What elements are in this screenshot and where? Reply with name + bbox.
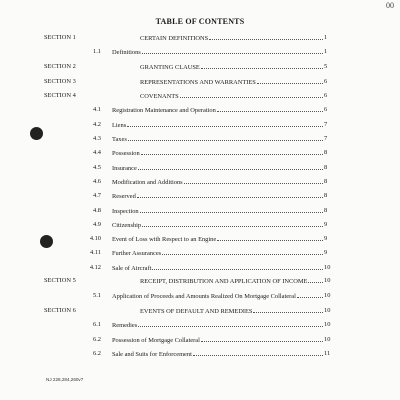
toc-entry-page-number: 5 (324, 63, 328, 70)
toc-entry-number: 4.7 (93, 192, 101, 199)
toc-entry-page-number: 8 (324, 207, 328, 214)
toc-entry-number: 6.2 (93, 336, 101, 343)
toc-entry (0, 248, 400, 258)
toc-entry-label: Sale of Aircraft (112, 265, 152, 272)
toc-entry (0, 33, 400, 43)
dot-leader (152, 263, 323, 270)
dot-leader (127, 120, 323, 127)
dot-leader (180, 91, 323, 98)
toc-entry-title (112, 263, 324, 274)
toc-entry-label: Event of Loss with Respect to an Engine (112, 236, 217, 243)
toc-entry (0, 77, 400, 87)
dot-leader (138, 320, 323, 327)
toc-entry-label: Remedies (112, 322, 138, 329)
dot-leader (142, 47, 323, 54)
toc-entry-number: 1.1 (93, 48, 101, 55)
toc-entry-label: Reserved (112, 193, 136, 200)
toc-entry-label: RECEIPT, DISTRIBUTION AND APPLICATION OF INCOME (140, 278, 308, 285)
toc-entry-title (112, 220, 324, 231)
toc-entry (0, 220, 400, 230)
toc-entry-title (112, 320, 324, 331)
dot-leader (138, 163, 323, 170)
toc-entry-title (140, 77, 324, 88)
toc-entry-title (112, 177, 324, 188)
toc-entry-page-number: 10 (324, 292, 331, 299)
toc-entry-number: 4.8 (93, 207, 101, 214)
toc-entry-page-number: 6 (324, 92, 328, 99)
toc-entry-title (112, 163, 324, 174)
toc-entry-label: Insurance (112, 165, 137, 172)
toc-entry (0, 134, 400, 144)
toc-entry-number: 4.4 (93, 149, 101, 156)
dot-leader (142, 220, 323, 227)
toc-entry (0, 120, 400, 130)
toc-entry-page-number: 1 (324, 48, 328, 55)
toc-entry-page-number: 10 (324, 307, 331, 314)
toc-entry-number: 4.10 (89, 235, 101, 242)
toc-entry-page-number: 9 (324, 235, 328, 242)
dot-leader (257, 77, 323, 84)
toc-entry-page-number: 6 (324, 78, 328, 85)
page-title: TABLE OF CONTENTS (155, 17, 245, 26)
toc-entry-label: COVENANTS (140, 93, 179, 100)
toc-entry-title (140, 62, 324, 73)
toc-entry-title (112, 148, 324, 159)
toc-entry-page-number: 10 (324, 264, 331, 271)
toc-entry-number: 4.11 (90, 249, 101, 256)
toc-entry-number: SECTION 1 (44, 34, 76, 41)
toc-entry-label: Registration Maintenance and Operation (112, 107, 216, 114)
toc-entry-label: EVENTS OF DEFAULT AND REMEDIES (140, 308, 253, 315)
dot-leader (140, 206, 323, 213)
toc-entry-title (112, 234, 324, 245)
toc-entry (0, 320, 400, 330)
toc-entry (0, 234, 400, 244)
dot-leader (137, 191, 323, 198)
dot-leader (209, 33, 323, 40)
toc-entry-label: Taxes (112, 136, 127, 143)
toc-entry (0, 91, 400, 101)
dot-leader (184, 177, 323, 184)
toc-entry (0, 291, 400, 301)
toc-entry-label: Possession (112, 150, 140, 157)
toc-entry-label: Definitions (112, 49, 141, 56)
dot-leader (193, 349, 323, 356)
toc-entry-page-number: 8 (324, 164, 328, 171)
toc-entry (0, 62, 400, 72)
toc-entry-title (112, 134, 324, 145)
toc-entry-page-number: 10 (324, 336, 331, 343)
dot-leader (308, 276, 323, 283)
toc-entry (0, 306, 400, 316)
toc-entry-number: SECTION 6 (44, 307, 76, 314)
corner-mark: 00 (386, 1, 394, 10)
dot-leader (128, 134, 323, 141)
dot-leader (201, 62, 323, 69)
toc-entry-number: 6.1 (93, 321, 101, 328)
toc-entry-number: SECTION 4 (44, 92, 76, 99)
toc-entry-page-number: 9 (324, 221, 328, 228)
toc-entry-label: Inspection (112, 208, 139, 215)
toc-entry (0, 335, 400, 345)
toc-entry-number: 4.2 (93, 121, 101, 128)
toc-entry-title (112, 120, 324, 131)
toc-entry (0, 148, 400, 158)
dot-leader (253, 306, 323, 313)
dot-leader (217, 105, 323, 112)
toc-entry-number: SECTION 2 (44, 63, 76, 70)
toc-entry-label: Sale and Suits for Enforcement (112, 351, 192, 358)
toc-entry-label: Application of Proceeds and Amounts Realized On Mortgage Collateral (112, 293, 296, 300)
toc-entry-label: Possession of Mortgage Collateral (112, 337, 200, 344)
toc-entry-page-number: 10 (324, 321, 331, 328)
toc-entry-title (140, 91, 324, 102)
toc-entry-number: 4.1 (93, 106, 101, 113)
toc-entry-label: Citizenship (112, 222, 142, 229)
toc-entry (0, 206, 400, 216)
toc-entry-title (112, 47, 324, 58)
dot-leader (217, 234, 323, 241)
toc-entry (0, 163, 400, 173)
toc-entry-title (112, 248, 324, 259)
toc-entry-label: Modification and Additions (112, 179, 183, 186)
toc-entry-label: Further Assurances (112, 250, 162, 257)
toc-entry-number: 4.6 (93, 178, 101, 185)
toc-entry-title (112, 349, 324, 360)
toc-entry-label: REPRESENTATIONS AND WARRANTIES (140, 79, 256, 86)
toc-entry-number: 4.3 (93, 135, 101, 142)
toc-entry (0, 105, 400, 115)
toc-entry-number: 4.9 (93, 221, 101, 228)
toc-entry-label: Liens (112, 122, 127, 129)
toc-entry-title (112, 291, 324, 302)
toc-entry-label: CERTAIN DEFINITIONS (140, 35, 209, 42)
toc-entry-title (140, 306, 324, 317)
toc-entry (0, 47, 400, 57)
toc-entry (0, 276, 400, 286)
toc-entry-page-number: 7 (324, 121, 328, 128)
toc-entry-page-number: 6 (324, 106, 328, 113)
toc-entry (0, 263, 400, 273)
toc-entry-page-number: 8 (324, 149, 328, 156)
toc-entry (0, 191, 400, 201)
toc-entry-page-number: 1 (324, 34, 328, 41)
toc-entry-number: 5.1 (93, 292, 101, 299)
toc-entry-page-number: 9 (324, 249, 328, 256)
toc-entry-number: SECTION 3 (44, 78, 76, 85)
toc-entry-page-number: 8 (324, 192, 328, 199)
toc-entry-title (112, 335, 324, 346)
document-footer-id: NJ 228,284,260v7 (46, 377, 84, 382)
toc-entry-title (112, 105, 324, 116)
toc-entry-title (140, 33, 324, 44)
toc-entry-number: 6.2 (93, 350, 101, 357)
toc-entry (0, 177, 400, 187)
toc-entry-page-number: 10 (324, 277, 331, 284)
toc-entry-number: SECTION 5 (44, 277, 76, 284)
toc-entry-page-number: 8 (324, 178, 328, 185)
toc-entry-page-number: 11 (324, 350, 331, 357)
toc-entry-number: 4.5 (93, 164, 101, 171)
dot-leader (297, 291, 323, 298)
dot-leader (201, 335, 323, 342)
toc-entry-label: GRANTING CLAUSE (140, 64, 200, 71)
dot-leader (162, 248, 323, 255)
toc-entry-number: 4.12 (89, 264, 101, 271)
dot-leader (141, 148, 323, 155)
toc-entry-title (112, 206, 324, 217)
toc-entry-title (112, 191, 324, 202)
toc-entry-page-number: 7 (324, 135, 328, 142)
toc-entry (0, 349, 400, 359)
toc-entry-title (140, 276, 324, 287)
